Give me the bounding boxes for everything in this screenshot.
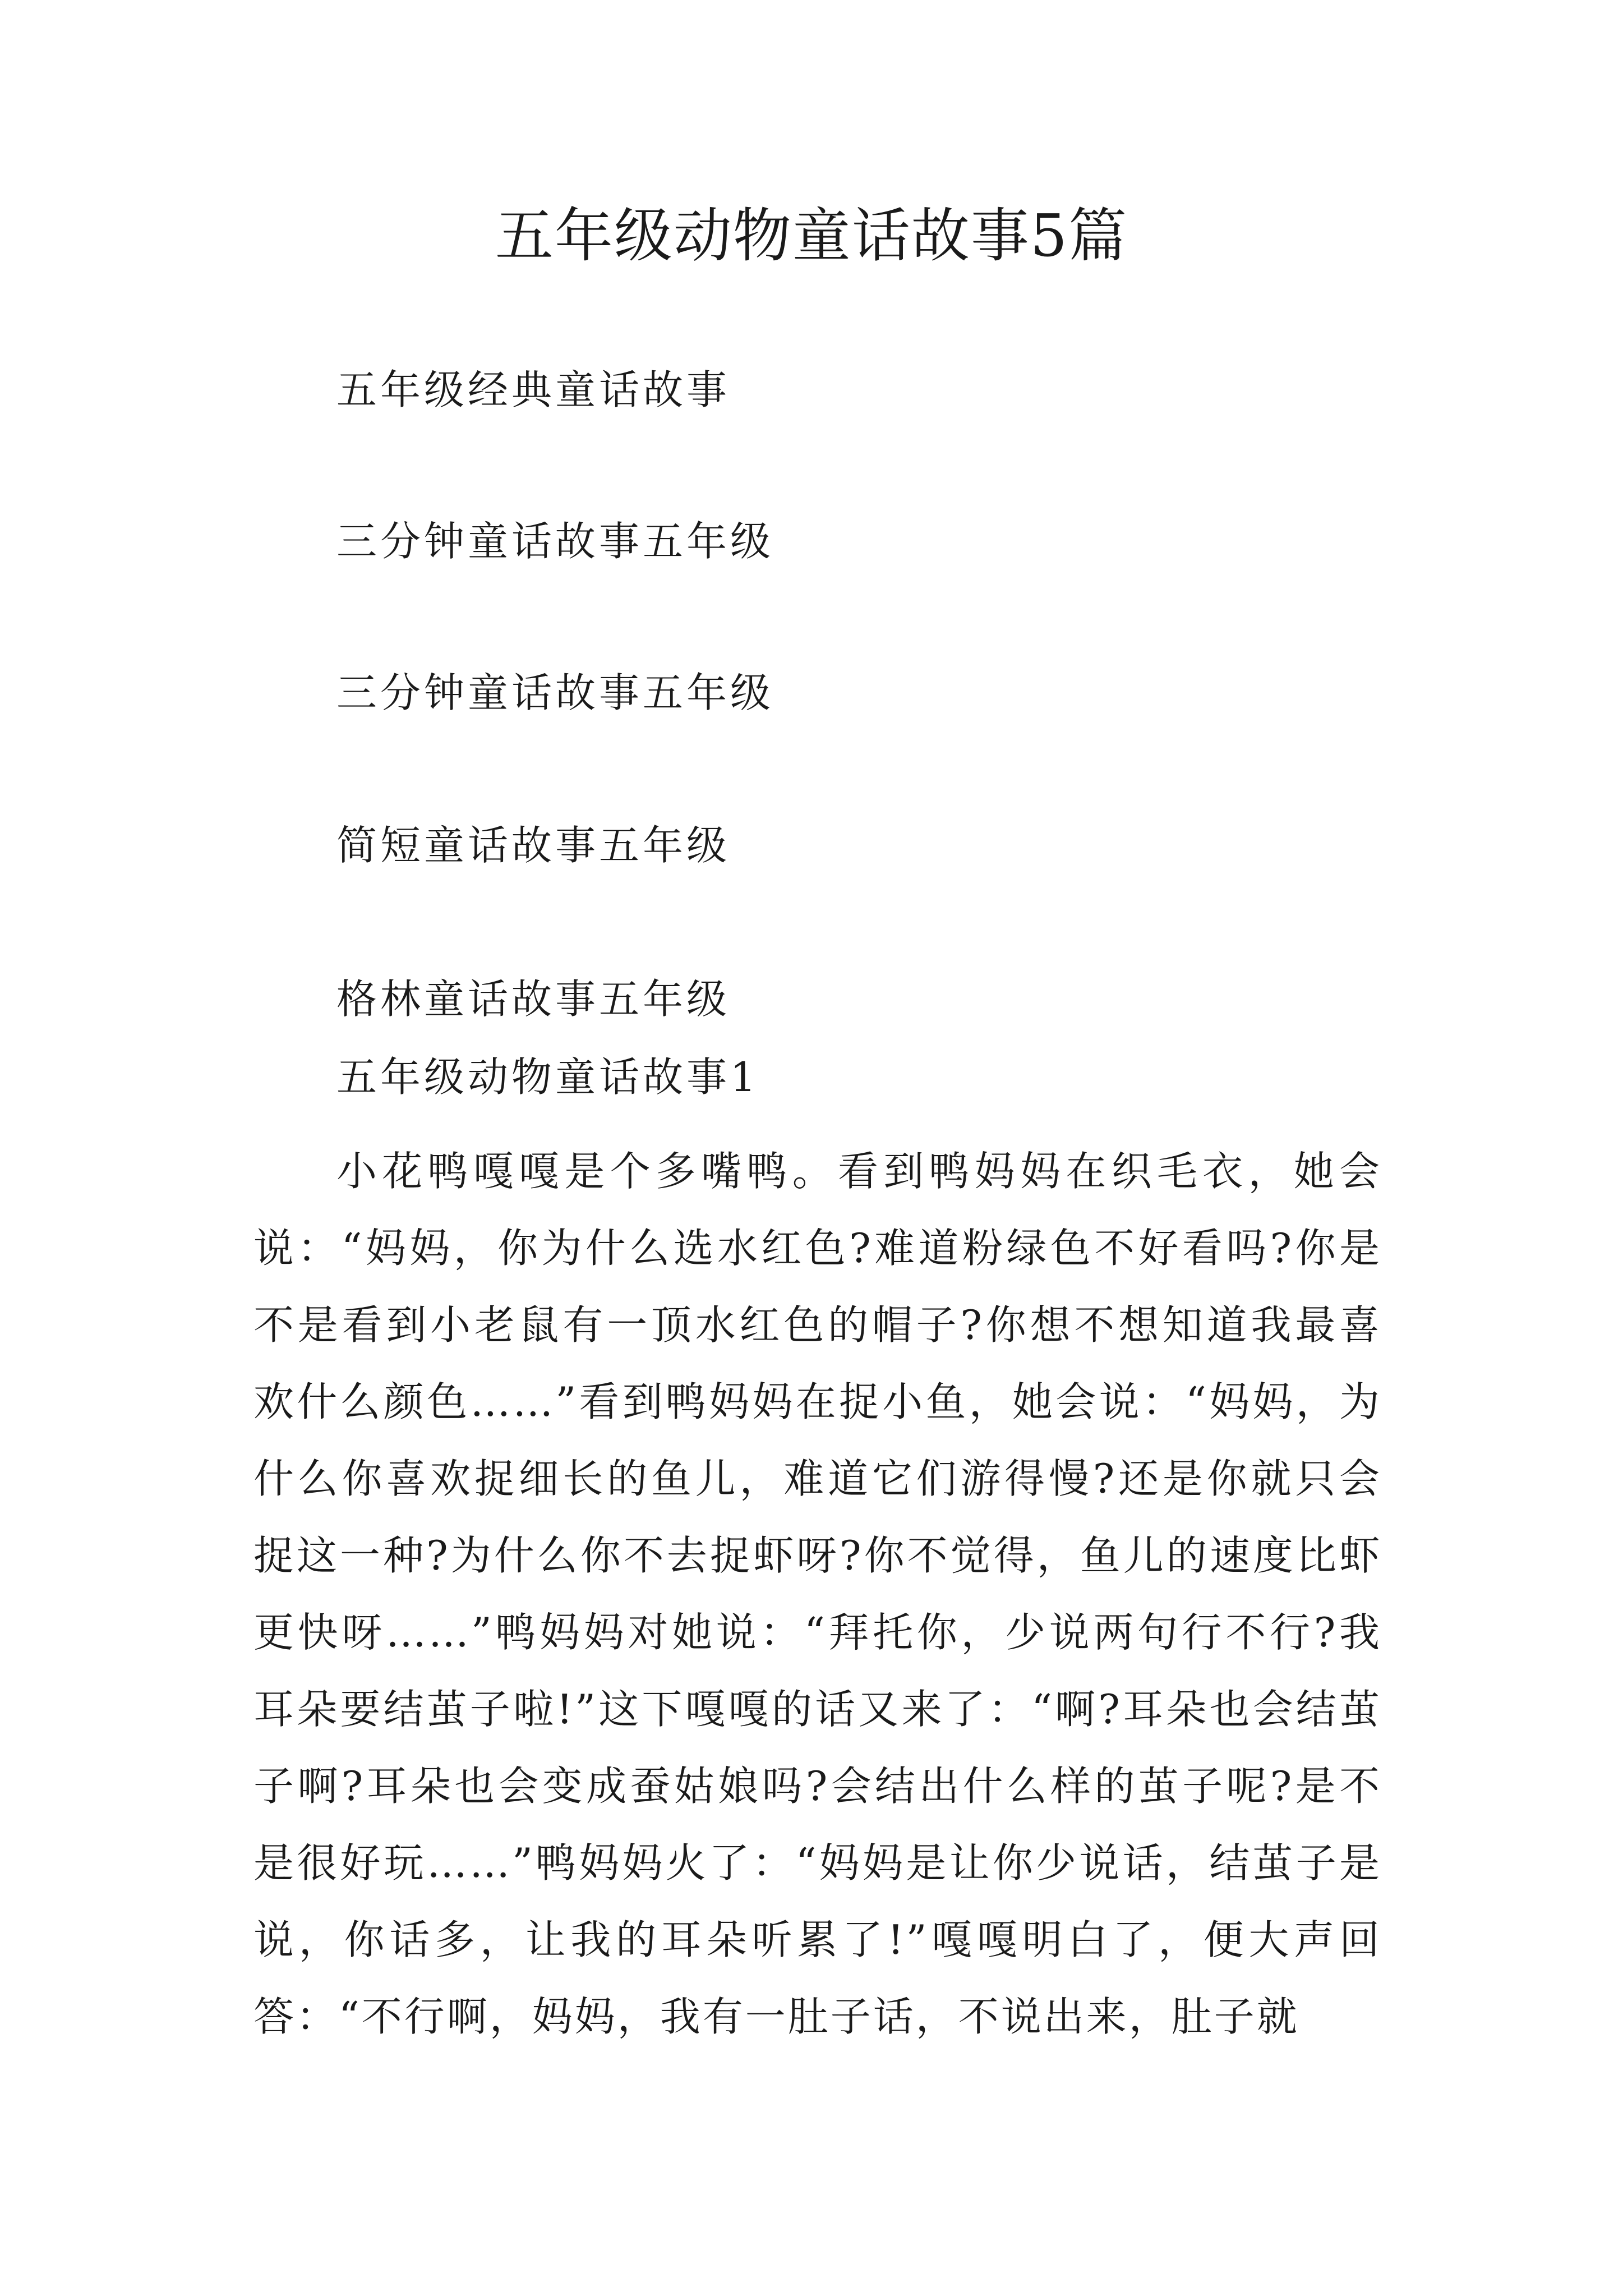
- section-heading: 五年级动物童话故事1: [336, 1053, 759, 1101]
- toc-item: 格林童话故事五年级: [336, 976, 731, 1023]
- toc-item: 五年级经典童话故事: [336, 366, 731, 413]
- page-title: 五年级动物童话故事5篇: [495, 201, 1128, 270]
- toc-item: 简短童话故事五年级: [336, 822, 731, 869]
- toc-item: 三分钟童话故事五年级: [336, 518, 774, 565]
- story-paragraph: 小花鸭嘎嘎是个多嘴鸭。看到鸭妈妈在织毛衣，她会说：“妈妈，你为什么选水红色?难道粉绿色不好看吗?你是不是看到小老鼠有一顶水红色的帽子?你想不想知道我最喜欢什么颜色……”看到鸭妈妈在捉小鱼，她会说：“妈妈，为什么你喜欢捉细长的鱼儿，难道它们游得慢?还是你就只会捉这一种?为什么你不去捉虾呀?你不觉得，鱼儿的速度比虾更快呀……”鸭妈妈对她说：“拜托你，少说两句行不行?我耳朵要结茧子啦!”这下嘎嘎的话又来了：“啊?耳朵也会结茧子啊?耳朵也会变成蚕姑娘吗?会结出什么样的茧子呢?是不是很好玩……”鸭妈妈火了：“妈妈是让你少说话，结茧子是说，你话多，让我的耳朵听累了!”嘎嘎明白了，便大声回答：“不行啊，妈妈，我有一肚子话，不说出来，肚子就: [253, 1148, 1382, 2040]
- toc-item: 三分钟童话故事五年级: [336, 669, 774, 716]
